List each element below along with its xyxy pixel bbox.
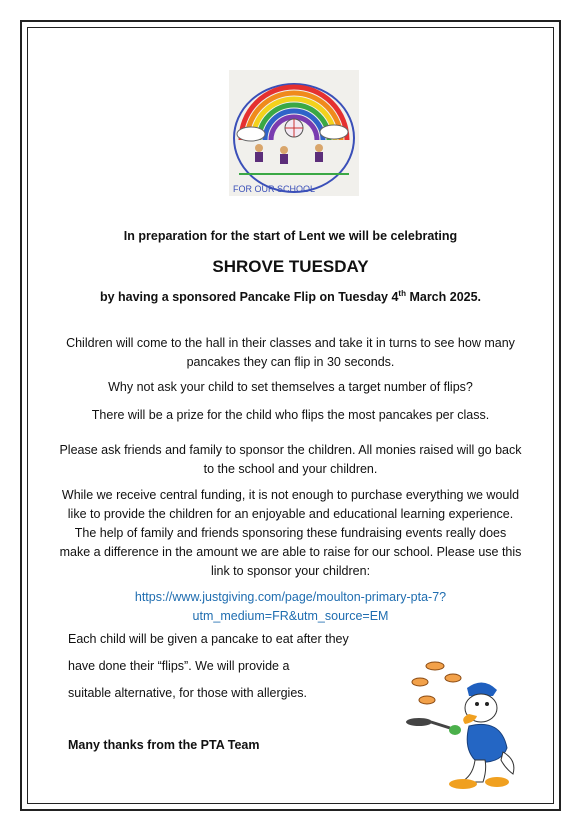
event-date-year: March 2025.: [405, 290, 482, 305]
thanks-signoff: Many thanks from the PTA Team: [68, 738, 260, 752]
sponsor-link[interactable]: https://www.justgiving.com/page/moulton-primary-pta-7?utm_medium=FR&utm_source=EM: [134, 590, 447, 623]
event-date-text: by having a sponsored Pancake Flip on Tuesday 4: [99, 290, 399, 305]
closing-line-3: suitable alternative, for those with allergies.: [68, 686, 308, 700]
pta-logo-image: [229, 70, 359, 196]
paragraph-sponsor: Please ask friends and family to sponsor the children. All monies raised will go back to the school and your children.: [59, 443, 522, 476]
event-date-line: [40, 289, 541, 304]
paragraph-prize: There will be a prize for the child who flips the most pancakes per class.: [91, 408, 490, 422]
date-suffix: th: [398, 289, 406, 298]
duck-pancake-illustration: [405, 656, 522, 794]
paragraph-how-it-works: Children will come to the hall in their classes and take it in turns to see how many pancakes they can flip in 30 seconds.: [66, 336, 515, 369]
paragraph-target: Why not ask your child to set themselves a target number of flips?: [108, 380, 473, 394]
intro-line: In preparation for the start of Lent we will be celebrating: [123, 229, 458, 243]
closing-line-1: Each child will be given a pancake to eat after they: [68, 632, 349, 646]
logo-bottom-text: FOR OUR SCHOOL: [233, 184, 316, 194]
closing-line-2: have done their “flips”. We will provide a: [68, 659, 290, 673]
paragraph-funding: While we receive central funding, it is not enough to purchase everything we would like to provide the children for an enjoyable and educational learning experience. The help of family and friends sponsoring these fundraising events really does make a difference in the amount we are able to raise for our school. Please use this link to sponsor your children:: [59, 488, 522, 578]
page-title: SHROVE TUESDAY: [212, 257, 369, 276]
